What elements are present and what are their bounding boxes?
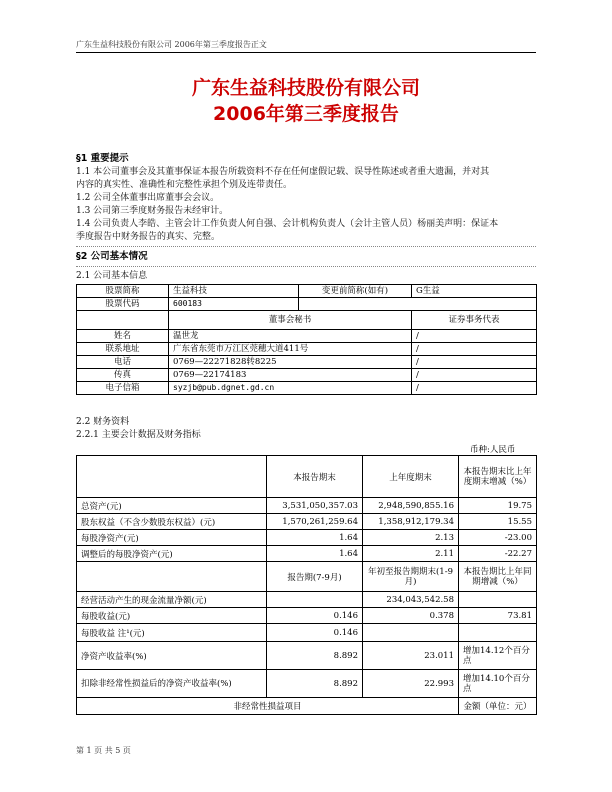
table-row — [77, 298, 537, 311]
cell-value: G生益 — [412, 285, 537, 298]
section1-item: 内容的真实性、准确性和完整性承担个别及连带责任。 — [76, 180, 293, 190]
cell-value: 1,358,912,179.34 — [363, 514, 459, 530]
cell-value: 增加14.10个百分点 — [459, 670, 537, 698]
col-header: 本报告期末 — [267, 456, 363, 498]
cell-label: 电子信箱 — [77, 382, 169, 395]
table-row — [77, 698, 537, 715]
basic-info-table — [76, 284, 537, 395]
col-header: 本报告期末比上年度期末增减（%） — [459, 456, 537, 498]
cell-label: 姓名 — [77, 330, 169, 343]
cell-value: -22.27 — [459, 546, 537, 562]
cell-value — [459, 592, 537, 608]
cell-value — [267, 592, 363, 608]
table-row — [77, 498, 537, 514]
col-header: 年初至报告期期末(1-9月) — [363, 562, 459, 592]
cell-value: 73.81 — [459, 608, 537, 624]
table-row — [77, 670, 537, 698]
col-header: 本报告期比上年同期增减（%） — [459, 562, 537, 592]
section1-item: 1.4 公司负责人李皓、主管会计工作负责人何自强、会计机构负责人（会计主管人员）杨丽美声明：保证本 — [76, 219, 499, 229]
cell-value: 23.011 — [363, 642, 459, 670]
cell-value: 1.64 — [267, 530, 363, 546]
cell-value: 广东省东莞市万江区莞穗大道411号 — [169, 343, 412, 356]
cell-value: 1.64 — [267, 546, 363, 562]
section1-items — [76, 166, 538, 244]
cell-value: 2.11 — [363, 546, 459, 562]
financial-table — [76, 455, 537, 715]
table-row — [77, 592, 537, 608]
cell-value: 8.892 — [267, 642, 363, 670]
row-label: 每股收益(元) — [77, 608, 267, 624]
row-label: 每股收益 注¹(元) — [77, 624, 267, 642]
table-row — [77, 356, 537, 369]
cell-value: / — [412, 356, 537, 369]
cell-value: 3,531,050,357.03 — [267, 498, 363, 514]
cell-value: / — [412, 343, 537, 356]
table-header-row — [77, 456, 537, 498]
header-rule — [76, 52, 536, 53]
col-header: 非经常性损益项目 — [77, 698, 459, 715]
table-row — [77, 369, 537, 382]
row-label: 净资产收益率(%) — [77, 642, 267, 670]
table-row — [77, 343, 537, 356]
cell-value — [363, 624, 459, 642]
section1-item: 1.3 公司第三季度财务报告未经审计。 — [76, 206, 229, 216]
col-header: 证券事务代表 — [412, 311, 537, 330]
table-row — [77, 530, 537, 546]
cell-value: / — [412, 382, 537, 395]
table-row — [77, 608, 537, 624]
section1-item: 1.1 本公司董事会及其董事保证本报告所载资料不存在任何虚假记载、误导性陈述或者重大遗漏，并对其 — [76, 167, 490, 177]
cell-value: 0.146 — [267, 624, 363, 642]
row-label: 总资产(元) — [77, 498, 267, 514]
table-row — [77, 311, 537, 330]
section2-heading: §2 公司基本情况 — [76, 251, 148, 262]
cell-value: / — [412, 330, 537, 343]
cell-value: 0769—22174183 — [169, 369, 412, 382]
cell-value: 温世龙 — [169, 330, 412, 343]
cell-value — [459, 624, 537, 642]
cell-value: -23.00 — [459, 530, 537, 546]
cell-label: 联系地址 — [77, 343, 169, 356]
cell-value: / — [412, 369, 537, 382]
cell-empty — [77, 562, 267, 592]
section1-item: 1.2 公司全体董事出席董事会会议。 — [76, 193, 220, 203]
cell-value: 0.378 — [363, 608, 459, 624]
section-divider — [76, 266, 536, 267]
cell-value: 22.993 — [363, 670, 459, 698]
row-label: 扣除非经常性损益后的净资产收益率(%) — [77, 670, 267, 698]
table-header-row — [77, 562, 537, 592]
cell-value: 8.892 — [267, 670, 363, 698]
cell-value: 0.146 — [267, 608, 363, 624]
cell-value: 0769—22271828转8225 — [169, 356, 412, 369]
col-header: 董事会秘书 — [169, 311, 412, 330]
cell-value: 2.13 — [363, 530, 459, 546]
table-row — [77, 546, 537, 562]
cell-value: 增加14.12个百分点 — [459, 642, 537, 670]
col-header: 报告期(7-9月) — [267, 562, 363, 592]
cell-label: 电话 — [77, 356, 169, 369]
subsection-basic-info: 2.1 公司基本信息 — [76, 271, 148, 281]
cell-empty — [77, 456, 267, 498]
row-label: 股东权益（不含少数股东权益）(元) — [77, 514, 267, 530]
currency-label: 币种:人民币 — [470, 445, 516, 455]
table-row — [77, 285, 537, 298]
table-row — [77, 642, 537, 670]
cell-value: 生益科技 — [169, 285, 299, 298]
cell-empty — [77, 311, 169, 330]
table-row — [77, 624, 537, 642]
page-number: 第 1 页 共 5 页 — [76, 746, 131, 755]
cell-label: 股票代码 — [77, 298, 169, 311]
cell-value: 600183 — [169, 298, 299, 311]
row-label: 经营活动产生的现金流量净额(元) — [77, 592, 267, 608]
cell-value: 19.75 — [459, 498, 537, 514]
subsection-financial: 2.2 财务资料 — [76, 417, 130, 427]
cell-value: 1,570,261,259.64 — [267, 514, 363, 530]
cell-label: 变更前简称(如有) — [299, 285, 412, 298]
col-header: 上年度期末 — [363, 456, 459, 498]
cell-empty — [299, 298, 537, 311]
cell-value: 2,948,590,855.16 — [363, 498, 459, 514]
cell-label: 股票简称 — [77, 285, 169, 298]
cell-value: 15.55 — [459, 514, 537, 530]
cell-value: syzjb@pub.dgnet.gd.cn — [169, 382, 412, 395]
col-header: 金额（单位：元） — [459, 698, 537, 715]
section1-heading: §1 重要提示 — [76, 153, 129, 164]
report-title-period: 2006年第三季度报告 — [213, 103, 399, 125]
report-title-company: 广东生益科技股份有限公司 — [191, 77, 420, 99]
table-row — [77, 382, 537, 395]
cell-label: 传真 — [77, 369, 169, 382]
section1-item: 季度报告中财务报告的真实、完整。 — [76, 232, 221, 242]
table-row — [77, 330, 537, 343]
table-row — [77, 514, 537, 530]
running-header: 广东生益科技股份有限公司 2006年第三季度报告正文 — [76, 40, 267, 49]
cell-value: 234,043,542.58 — [363, 592, 459, 608]
row-label: 调整后的每股净资产(元) — [77, 546, 267, 562]
row-label: 每股净资产(元) — [77, 530, 267, 546]
section-divider — [76, 246, 536, 247]
subsection-key-data: 2.2.1 主要会计数据及财务指标 — [76, 430, 201, 440]
